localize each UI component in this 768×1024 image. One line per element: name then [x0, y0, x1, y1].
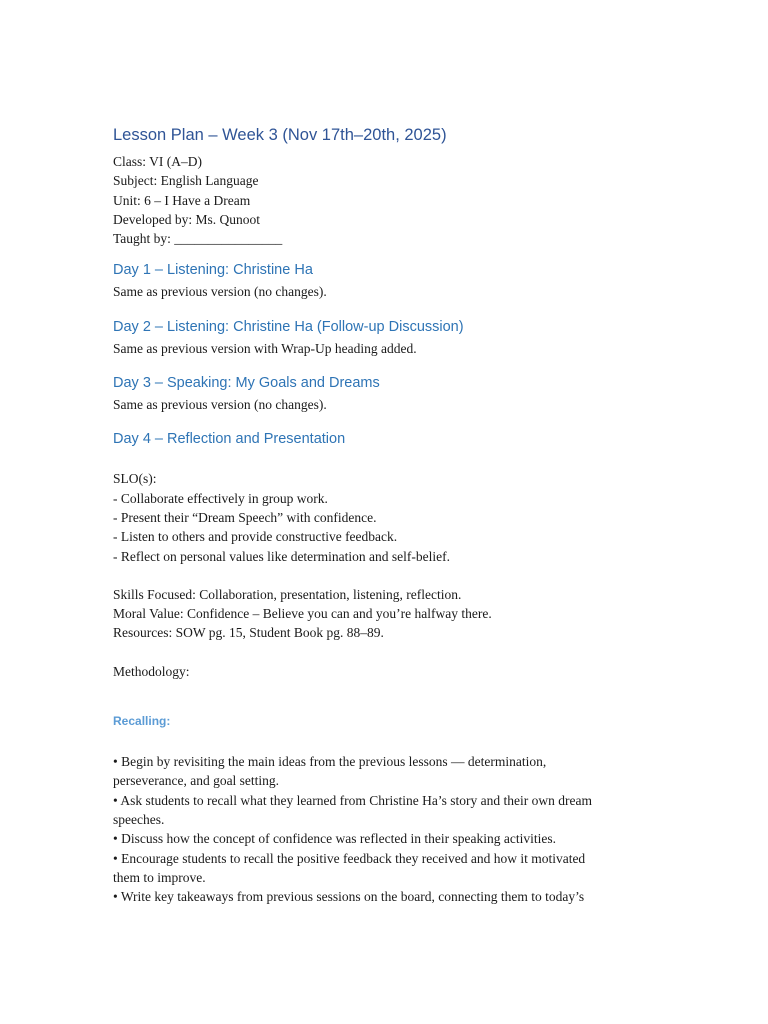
day-3-section	[113, 373, 653, 414]
recalling-line: • Discuss how the concept of confidence was reflected in their speaking activities.	[113, 831, 556, 847]
recalling-line: them to improve.	[113, 869, 206, 885]
recalling-heading: Recalling:	[113, 714, 171, 729]
info-class: Class: VI (A–D)	[113, 154, 202, 169]
skills-focused: Skills Focused: Collaboration, presentation, listening, reflection.	[113, 586, 462, 602]
recalling-line: • Ask students to recall what they learned from Christine Ha’s story and their own dream	[113, 792, 592, 808]
day-2-section	[113, 317, 653, 358]
info-developed-by: Developed by: Ms. Qunoot	[113, 211, 260, 227]
day-1-text: Same as previous version (no changes).	[113, 284, 327, 300]
day-3-heading: Day 3 – Speaking: My Goals and Dreams	[113, 375, 380, 392]
info-subject: Subject: English Language	[113, 173, 259, 189]
recalling-list	[113, 752, 653, 906]
slo-item: - Present their “Dream Speech” with confidence.	[113, 509, 377, 525]
recalling-line: • Encourage students to recall the positive feedback they received and how it motivated	[113, 850, 586, 866]
recalling-line: • Begin by revisiting the main ideas from the previous lessons — determination,	[113, 754, 547, 770]
day-4-section	[113, 429, 653, 906]
slo-item: - Collaborate effectively in group work.	[113, 490, 328, 506]
recalling-line: perseverance, and goal setting.	[113, 773, 280, 789]
day-2-heading: Day 2 – Listening: Christine Ha (Follow-up Discussion)	[113, 318, 464, 335]
slo-item: - Listen to others and provide constructive feedback.	[113, 529, 398, 545]
recalling-line: • Write key takeaways from previous sessions on the board, connecting them to today’s	[113, 889, 585, 905]
day-3-text: Same as previous version (no changes).	[113, 397, 327, 413]
slo-label: SLO(s):	[113, 471, 157, 487]
day-1-heading: Day 1 – Listening: Christine Ha	[113, 262, 313, 279]
methodology-label: Methodology:	[113, 663, 190, 679]
day-2-text: Same as previous version with Wrap-Up heading added.	[113, 340, 417, 356]
day-4-heading: Day 4 – Reflection and Presentation	[113, 431, 346, 448]
lesson-plan-title: Lesson Plan – Week 3 (Nov 17th–20th, 2025)	[113, 126, 447, 144]
moral-value: Moral Value: Confidence – Believe you can and you’re halfway there.	[113, 606, 492, 622]
lesson-info	[113, 152, 653, 248]
resources: Resources: SOW pg. 15, Student Book pg. 88–89.	[113, 625, 384, 641]
slo-item: - Reflect on personal values like determination and self-belief.	[113, 548, 450, 564]
info-taught-by: Taught by: ________________	[113, 231, 283, 247]
day-1-section	[113, 260, 653, 301]
info-unit: Unit: 6 – I Have a Dream	[113, 192, 251, 208]
document-content	[113, 124, 653, 906]
recalling-line: speeches.	[113, 811, 165, 827]
